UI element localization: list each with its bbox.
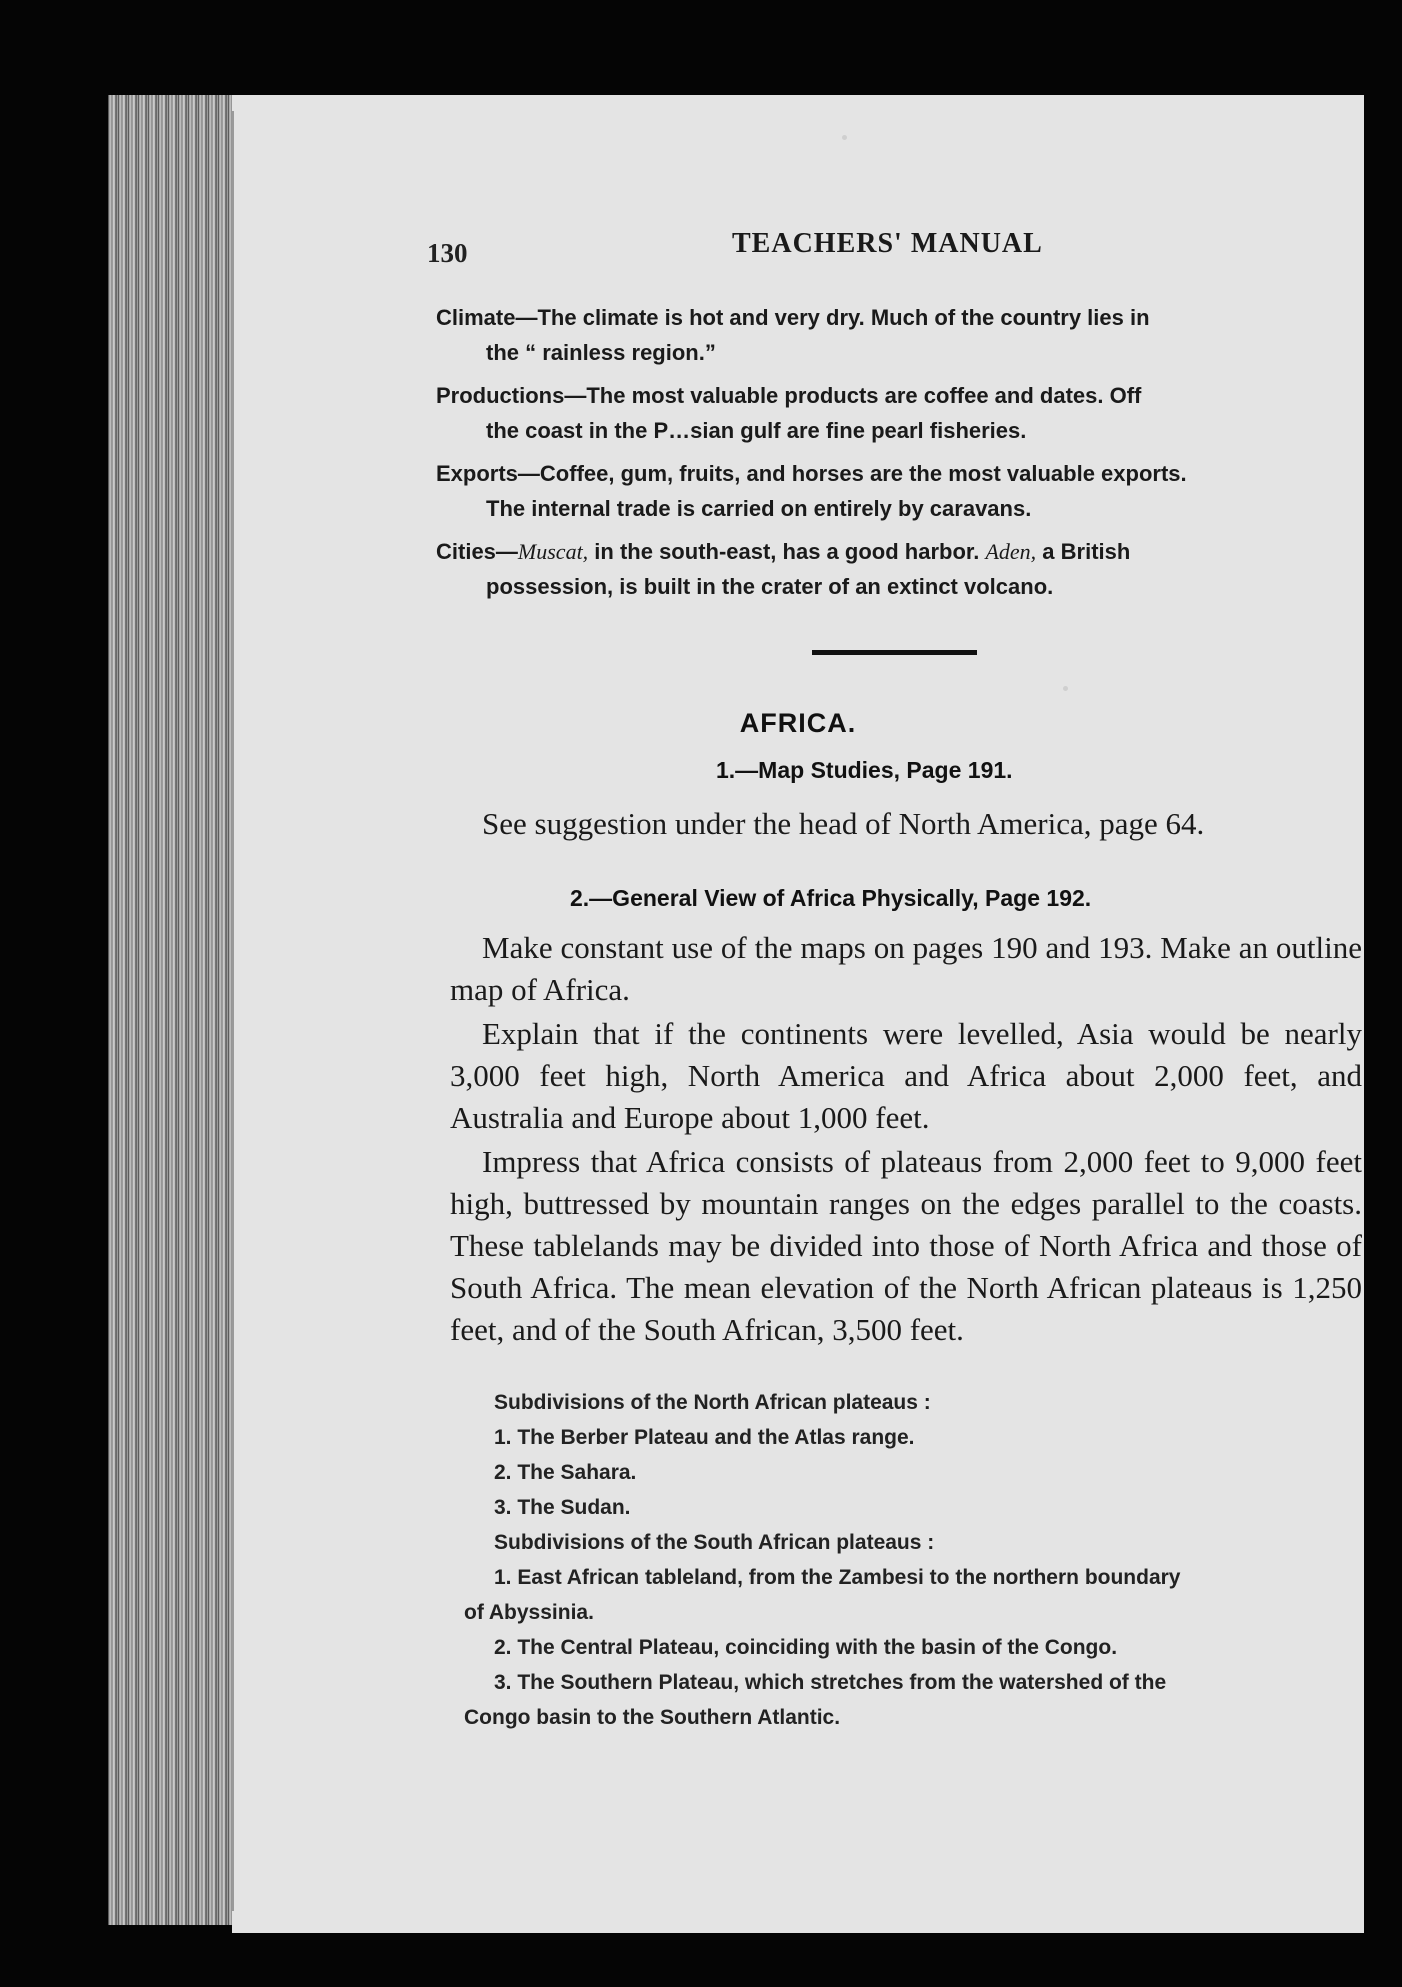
entry-term: Cities	[436, 539, 496, 564]
entry-text-cont: The internal trade is carried on entirely by caravans.	[486, 496, 1032, 521]
north-plateaus-list	[464, 1385, 1364, 1525]
paragraph-text: See suggestion under the head of North America, page 64.	[482, 806, 1205, 841]
entry-text: —Coffee, gum, fruits, and horses are the most valuable exports.	[517, 461, 1187, 486]
paragraph-plateaus	[450, 1141, 1362, 1351]
subheading-map-studies: 1.—Map Studies, Page 191.	[716, 757, 1013, 783]
paragraph-map-studies	[450, 803, 1362, 845]
entry-climate	[436, 300, 1341, 370]
scan-speck	[1063, 686, 1068, 691]
book-page	[232, 95, 1364, 1933]
entry-text-cont: the coast in the P…sian gulf are fine pearl fisheries.	[486, 418, 1027, 443]
entry-text-cont: the “ rainless region.”	[486, 340, 716, 365]
entry-text-cont: possession, is built in the crater of an extinct volcano.	[486, 574, 1054, 599]
entry-text: —The climate is hot and very dry. Much of the country lies in	[515, 305, 1150, 330]
city-aden: Aden,	[985, 539, 1037, 564]
entry-term: Climate	[436, 305, 516, 330]
south-plateaus-list	[464, 1525, 1364, 1735]
paragraph-text: Make constant use of the maps on pages 190 and 193. Make an outline map of Africa.	[450, 930, 1362, 1007]
entry-text: —	[495, 539, 518, 564]
entry-productions	[436, 378, 1341, 448]
entry-exports	[436, 456, 1341, 526]
running-header: TEACHERS' MANUAL	[732, 228, 1043, 259]
list-item: 2. The Sahara.	[494, 1461, 637, 1484]
section-title: AFRICA.	[739, 708, 857, 738]
subheading-general-view: 2.—General View of Africa Physically, Page 192.	[570, 885, 1092, 911]
paragraph-text: Impress that Africa consists of plateaus from 2,000 feet to 9,000 feet high, buttressed by mountain ranges on the edges parallel to the coasts. These tablelands may be divided into those of North Africa and those of South Africa. The mean elevation of the North African plateaus is 1,250 feet, and of the South African, 3,500 feet.	[450, 1144, 1362, 1347]
list-item: 1. The Berber Plateau and the Atlas range.	[494, 1426, 915, 1449]
list-item-cont: of Abyssinia.	[464, 1601, 594, 1624]
entry-text: a British	[1036, 539, 1131, 564]
entry-text: —The most valuable products are coffee and dates. Off	[564, 383, 1142, 408]
entry-term: Exports	[436, 461, 518, 486]
list-item: 2. The Central Plateau, coinciding with the basin of the Congo.	[494, 1636, 1118, 1659]
list-heading: Subdivisions of the North African plateaus :	[494, 1391, 931, 1414]
page-border	[232, 111, 234, 1911]
list-item: 3. The Sudan.	[494, 1496, 631, 1519]
scan-speck	[842, 135, 847, 140]
list-item: 3. The Southern Plateau, which stretches from the watershed of the	[494, 1671, 1167, 1694]
section-divider	[812, 650, 977, 655]
paragraph-levelled	[450, 1013, 1362, 1139]
list-item: 1. East African tableland, from the Zambesi to the northern boundary	[494, 1566, 1181, 1589]
entry-cities	[436, 534, 1341, 604]
list-item-cont: Congo basin to the Southern Atlantic.	[464, 1706, 841, 1729]
entry-term: Productions	[436, 383, 565, 408]
city-muscat: Muscat,	[517, 539, 589, 564]
entry-text: in the south-east, has a good harbor.	[588, 539, 986, 564]
paragraph-text: Explain that if the continents were levelled, Asia would be nearly 3,000 feet high, North America and Africa about 2,000 feet, and Australia and Europe about 1,000 feet.	[450, 1016, 1362, 1135]
paragraph-maps	[450, 927, 1362, 1011]
list-heading: Subdivisions of the South African plateaus :	[494, 1531, 935, 1554]
page-number: 130	[427, 238, 468, 268]
